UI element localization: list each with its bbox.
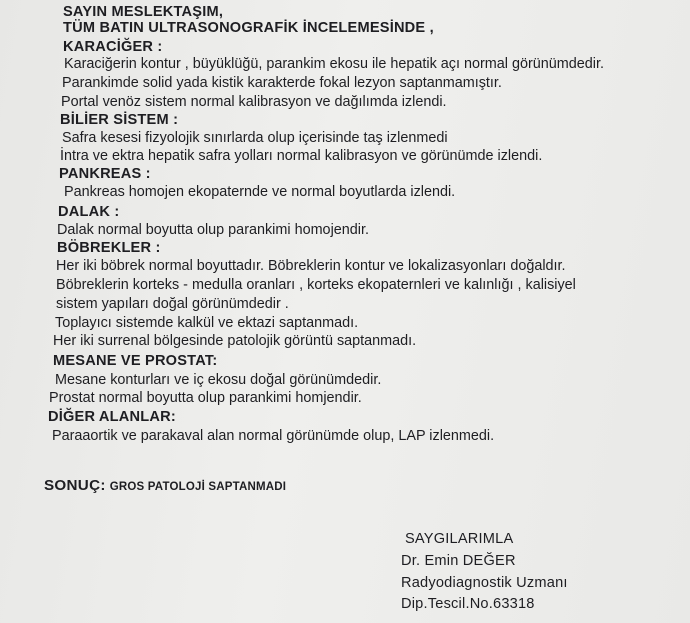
- kidneys-line-2: Böbreklerin korteks - medulla oranları , korteks ekopaternleri ve kalınlığı , kalisiyel: [56, 277, 576, 293]
- signature-registration: Dip.Tescil.No.63318: [401, 596, 535, 612]
- heading-other-areas: DİĞER ALANLAR:: [48, 409, 176, 425]
- heading-liver: KARACİĞER :: [63, 39, 163, 55]
- spleen-line-1: Dalak normal boyutta olup parankimi homojendir.: [57, 222, 369, 238]
- liver-line-3: Portal venöz sistem normal kalibrasyon ve dağılımda izlendi.: [61, 94, 447, 110]
- kidneys-line-5: Her iki surrenal bölgesinde patolojik görüntü saptanmadı.: [53, 333, 417, 349]
- kidneys-line-1: Her iki böbrek normal boyuttadır. Böbreklerin kontur ve lokalizasyonları doğaldır.: [56, 258, 566, 274]
- biliary-line-2: İntra ve ektra hepatik safra yolları normal kalibrasyon ve görünümde izlendi.: [60, 148, 543, 164]
- liver-line-2: Parankimde solid yada kistik karakterde fokal lezyon saptanmamıştır.: [62, 75, 502, 91]
- signature-title: Radyodiagnostik Uzmanı: [401, 575, 568, 591]
- exam-intro: TÜM BATIN ULTRASONOGRAFİK İNCELEMESİNDE ,: [63, 20, 434, 36]
- signature-name: Dr. Emin DEĞER: [401, 553, 516, 569]
- heading-pancreas: PANKREAS :: [59, 166, 151, 182]
- heading-biliary: BİLİER SİSTEM :: [60, 112, 179, 128]
- pancreas-line-1: Pankreas homojen ekopaternde ve normal boyutlarda izlendi.: [64, 184, 456, 200]
- prostate-line-1: Prostat normal boyutta olup parankimi homjendir.: [49, 390, 362, 406]
- biliary-line-1: Safra kesesi fizyolojik sınırlarda olup içerisinde taş izlenmedi: [62, 130, 448, 146]
- greeting: SAYIN MESLEKTAŞIM,: [63, 4, 224, 20]
- conclusion-label: SONUÇ:: [44, 477, 106, 494]
- conclusion-text: GROS PATOLOJİ SAPTANMADI: [109, 481, 287, 493]
- heading-kidneys: BÖBREKLER :: [57, 240, 161, 256]
- conclusion: [44, 477, 286, 496]
- heading-spleen: DALAK :: [58, 204, 120, 220]
- heading-bladder-prostate: MESANE VE PROSTAT:: [53, 353, 218, 369]
- liver-line-1: Karaciğerin kontur , büyüklüğü, parankim ekosu ile hepatik açı normal görünümdedir.: [64, 56, 604, 72]
- signature-closing: SAYGILARIMLA: [405, 531, 514, 547]
- other-line-1: Paraaortik ve parakaval alan normal görünümde olup, LAP izlenmedi.: [52, 428, 495, 444]
- kidneys-line-3: sistem yapıları doğal görünümdedir .: [56, 296, 289, 312]
- bladder-line-1: Mesane konturları ve iç ekosu doğal görünümdedir.: [55, 372, 382, 388]
- kidneys-line-4: Toplayıcı sistemde kalkül ve ektazi saptanmadı.: [55, 315, 359, 331]
